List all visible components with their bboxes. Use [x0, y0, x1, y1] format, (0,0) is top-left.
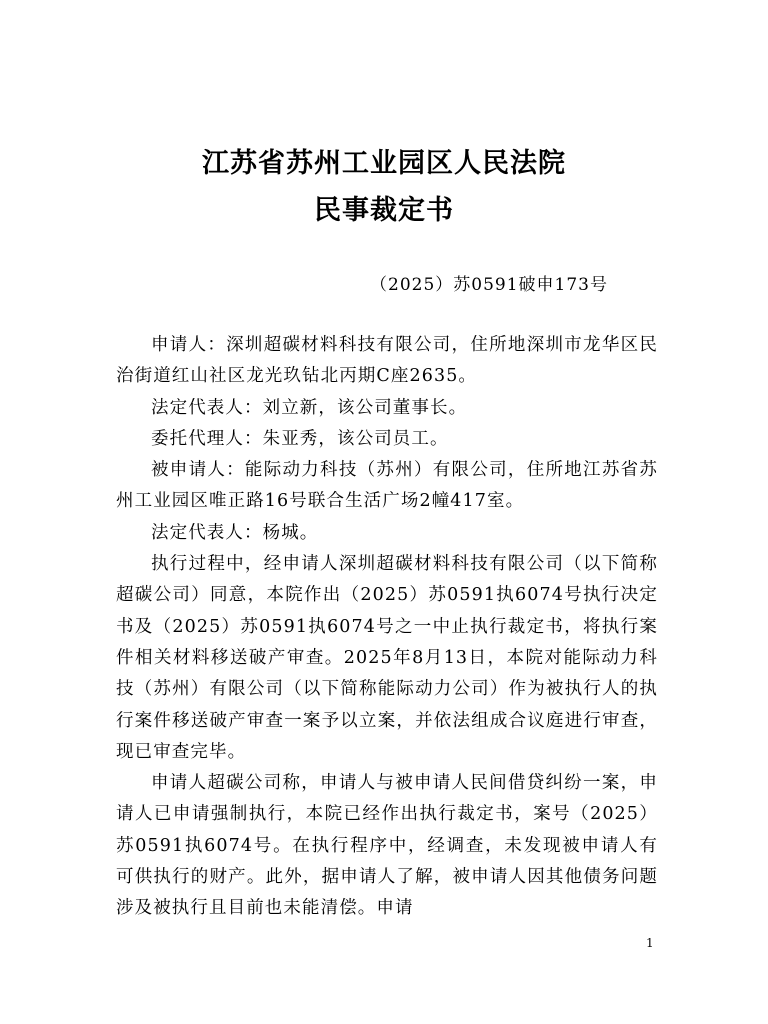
paragraph-applicant-agent: 委托代理人：朱亚秀，该公司员工。 [151, 428, 449, 449]
document-type-title: 民事裁定书 [314, 195, 454, 226]
paragraph-applicant-claims: 申请人超碳公司称，申请人与被申请人民间借贷纠纷一案，申请人已申请强制执行，本院已经作出执行裁定书，案号（2025）苏0591执6074号。在执行程序中，经调查，未发现被申请人有可供执行的财产。此外，据申请人了解，被申请人因其他债务问题涉及被执行且目前也未能清偿。申请 [116, 773, 658, 919]
case-number: （2025）苏0591破申173号 [370, 275, 608, 295]
document-body [116, 330, 658, 925]
paragraph-applicant-legal-rep: 法定代表人：刘立新，该公司董事长。 [151, 397, 468, 418]
paragraph-applicant: 申请人：深圳超碳材料科技有限公司，住所地深圳市龙华区民治街道红山社区龙光玖钻北丙期C座2635。 [116, 335, 658, 387]
paragraph-respondent: 被申请人：能际动力科技（苏州）有限公司，住所地江苏省苏州工业园区唯正路16号联合生活广场2幢417室。 [116, 460, 658, 512]
paragraph-procedure: 执行过程中，经申请人深圳超碳材料科技有限公司（以下简称超碳公司）同意，本院作出（2025）苏0591执6074号执行决定书及（2025）苏0591执6074号之一中止执行裁定书，将执行案件相关材料移送破产审查。2025年8月13日，本院对能际动力科技（苏州）有限公司（以下简称能际动力公司）作为被执行人的执行案件移送破产审查一案予以立案，并依法组成合议庭进行审查，现已审查完毕。 [116, 554, 658, 762]
page-number: 1 [646, 936, 654, 950]
paragraph-respondent-legal-rep: 法定代表人：杨城。 [151, 522, 319, 543]
court-name: 江苏省苏州工业园区人民法院 [202, 148, 566, 179]
